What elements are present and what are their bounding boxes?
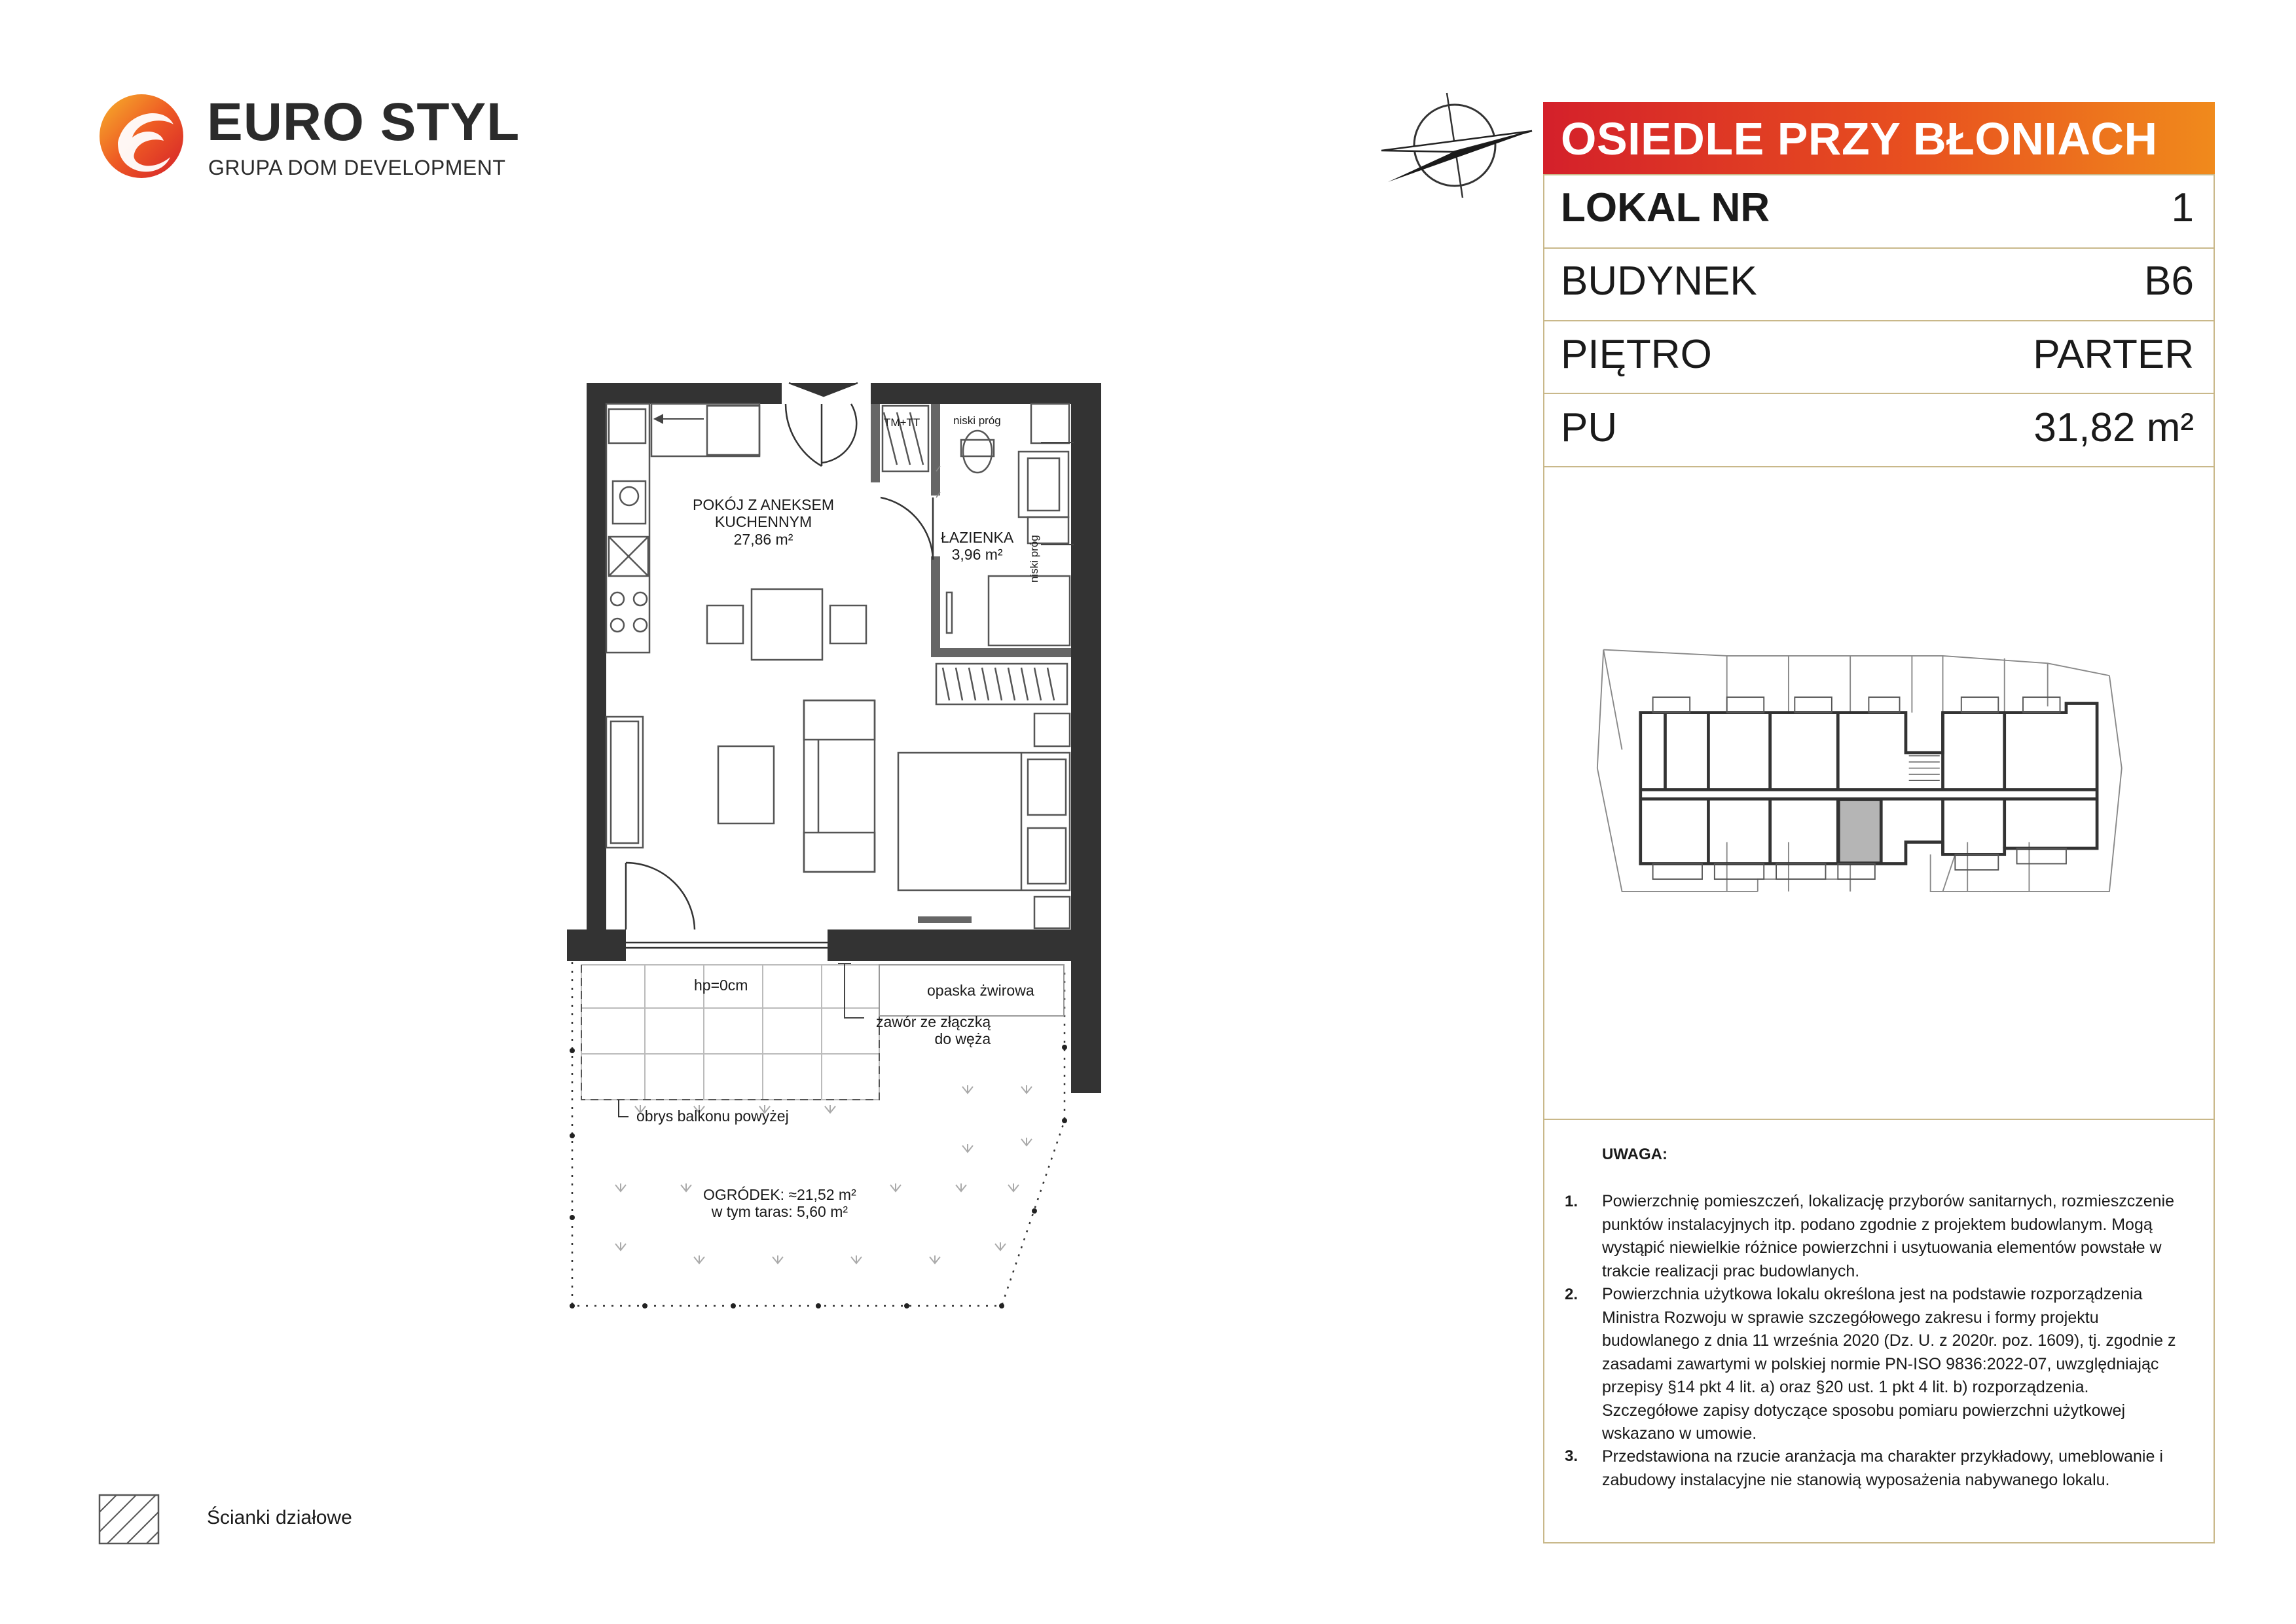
estate-title: OSIEDLE PRZY BŁONIACH	[1561, 113, 2158, 164]
note-text: Przedstawiona na rzucie aranżacja ma charakter przykładowy, umeblowanie i zabudowy instalacyjne nie stanowią wyposażenia nabywanego lokalu.	[1602, 1447, 2163, 1489]
pu-value: 31,82 m²	[2033, 405, 2194, 450]
brand-name: EURO STYL	[207, 92, 520, 152]
gravel-label: opaska żwirowa	[927, 982, 1034, 999]
low-threshold-label: niski próg	[953, 414, 1001, 427]
row-divider	[1543, 320, 2215, 321]
building-key-plan	[1558, 645, 2167, 965]
garden-label	[703, 1186, 856, 1221]
row-divider	[1543, 393, 2215, 394]
low-threshold-vertical-label: niski próg	[1028, 535, 1040, 583]
budynek-label: BUDYNEK	[1561, 259, 1757, 304]
terrace-area: w tym taras: 5,60 m²	[711, 1203, 848, 1221]
balcony-outline-label: obrys balkonu powyżej	[636, 1108, 789, 1125]
row-divider	[1543, 174, 2215, 175]
valve-label	[876, 1013, 991, 1048]
pu-label: PU	[1561, 405, 1618, 450]
lokal-label: LOKAL NR	[1561, 185, 1770, 230]
note-number: 1.	[1565, 1193, 1578, 1210]
garden-area: OGRÓDEK: ≈21,52 m²	[703, 1186, 856, 1203]
room-label-bathroom	[941, 529, 1013, 564]
lokal-value: 1	[2171, 185, 2194, 230]
row-divider	[1543, 247, 2215, 249]
room-area: 27,86 m²	[733, 530, 793, 548]
valve-line1: zawór ze złączką	[876, 1013, 991, 1030]
row-divider	[1543, 1119, 2215, 1120]
valve-line2: do węża	[934, 1030, 991, 1048]
note-number: 2.	[1565, 1286, 1578, 1303]
note-text: Powierzchnię pomieszczeń, lokalizację przyborów sanitarnych, rozmieszczenie punktów instalacyjnych itp. podano zgodnie z projektem budowlanym. Mogą wystąpić niewielkie różnice powierzchni i usytuowania elementów powstałe w trakcie realizacji prac budowlanych.	[1602, 1192, 2174, 1280]
pietro-value: PARTER	[2033, 332, 2194, 377]
pietro-label: PIĘTRO	[1561, 332, 1712, 377]
room-name: ŁAZIENKA	[941, 529, 1014, 546]
room-label-living	[693, 496, 834, 548]
note-number: 3.	[1565, 1447, 1578, 1465]
budynek-value: B6	[2144, 259, 2194, 304]
notes-title: UWAGA:	[1602, 1146, 1667, 1163]
highlighted-unit	[1839, 800, 1880, 862]
note-text: Powierzchnia użytkowa lokalu określona jest na podstawie rozporządzenia Ministra Rozwoju w sprawie szczegółowego zakresu i formy projektu budowlanego z dnia 11 września 2020 (Dz. U. z 2020r. poz. 1609), tj. zgodnie z zasadami zawartymi w polskiej normie PN-ISO 9836:2022-07, uwzględniając przepisy §14 pkt 4 lit. a) oraz §20 ust. 1 pkt 4 lit. b) rozporządzenia. Szczegółowe zapisy dotyczące sposobu pomiaru powierzchni użytkowej wskazano w umowie.	[1602, 1285, 2176, 1443]
brand-subtitle: GRUPA DOM DEVELOPMENT	[208, 156, 506, 179]
room-name-line2: KUCHENNYM	[714, 513, 812, 531]
hp-label: hp=0cm	[694, 977, 748, 994]
tm-tt-label: TM+TT	[884, 416, 920, 429]
legend-label: Ścianki działowe	[207, 1507, 352, 1528]
room-name-line1: POKÓJ Z ANEKSEM	[693, 496, 834, 513]
row-divider	[1543, 466, 2215, 467]
room-area: 3,96 m²	[951, 546, 1003, 564]
north-arrow-icon	[1375, 85, 1552, 200]
